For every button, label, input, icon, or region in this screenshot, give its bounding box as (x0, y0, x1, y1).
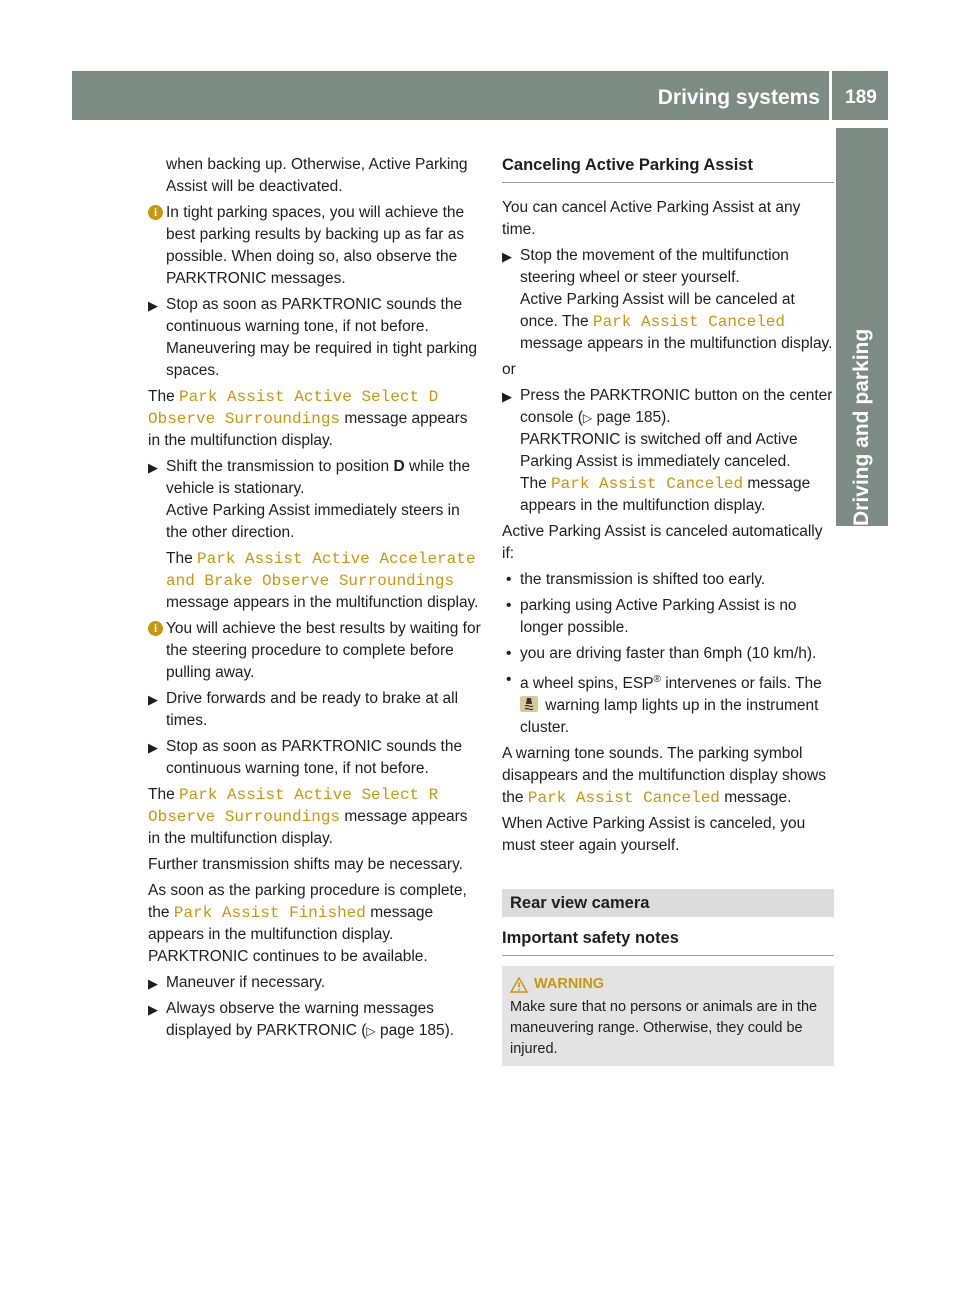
warning-box (502, 966, 834, 1066)
step-detail: PARKTRONIC is switched off and Active Parking Assist is immediately canceled. (520, 431, 798, 470)
bullet-icon: • (506, 645, 512, 662)
page-ref-icon: ▷ (582, 411, 593, 425)
text: message. (719, 789, 792, 807)
text: message appears in the multifunction display. (520, 335, 833, 352)
page-number: 189 (845, 87, 877, 108)
display-message: Park Assist Finished (173, 904, 366, 922)
right-column (502, 154, 834, 1066)
info-text: In tight parking spaces, you will achieve the best parking results by backing up as far as possible. When doing so, also observe the PARKTRONIC messages. (166, 204, 465, 287)
list-item-text: parking using Active Parking Assist is no longer possible. (520, 597, 797, 636)
text: As soon as the parking procedure is complete, the (148, 882, 467, 921)
info-note (148, 202, 482, 290)
step-text: Stop as soon as PARKTRONIC sounds the continuous warning tone, if not before. (166, 738, 463, 777)
side-label-text: Driving and parking (850, 328, 873, 526)
paragraph: Further transmission shifts may be necessary. (148, 856, 463, 873)
step (148, 456, 482, 614)
display-message: Park Assist Active Select D Observe Surroundings (148, 388, 439, 428)
step (148, 736, 482, 780)
list-item (502, 643, 834, 665)
bullet-icon: • (506, 571, 512, 588)
step-text: Stop the movement of the multifunction steering wheel or steer yourself. (520, 247, 789, 286)
message-paragraph (148, 784, 482, 850)
step-text: page 185). (592, 409, 671, 426)
list-item-text: you are driving faster than 6mph (10 km/h). (520, 645, 817, 662)
text: The (148, 786, 180, 803)
step (502, 245, 834, 355)
text: The (520, 475, 552, 492)
list-item (502, 569, 834, 591)
gear-position: D (393, 458, 405, 475)
section-heading: Canceling Active Parking Assist (502, 154, 834, 183)
warning-header (510, 974, 826, 995)
step-text: Press the PARKTRONIC button on the center console ( (520, 387, 833, 426)
display-message: Park Assist Active Select R Observe Surroundings (148, 786, 439, 826)
display-message: Park Assist Canceled (551, 475, 744, 493)
step-arrow-icon: ▶ (148, 460, 158, 475)
text: message appears in the multifunction display. (166, 594, 479, 611)
step-arrow-icon: ▶ (148, 740, 158, 755)
step-detail (520, 473, 834, 517)
paragraph: when backing up. Otherwise, Active Parking Assist will be deactivated. (166, 156, 468, 195)
paragraph (502, 743, 834, 809)
step (502, 385, 834, 517)
display-message: Park Assist Active Accelerate and Brake Observe Surroundings (166, 550, 476, 590)
paragraph: Active Parking Assist is canceled automatically if: (502, 523, 823, 562)
page-ref-icon: ▷ (366, 1024, 376, 1038)
paragraph: When Active Parking Assist is canceled, you must steer again yourself. (502, 815, 806, 855)
text: The (166, 550, 198, 567)
step-text: Maneuver if necessary. (166, 974, 326, 991)
side-label (836, 128, 888, 526)
paragraph (148, 880, 482, 968)
text: warning lamp lights up in the instrument cluster. (520, 697, 819, 737)
bullet-icon: • (506, 597, 512, 614)
list-item (502, 669, 834, 739)
step-arrow-icon: ▶ (502, 249, 512, 264)
left-column (148, 154, 482, 1046)
step-arrow-icon: ▶ (148, 1002, 158, 1017)
step (148, 294, 482, 382)
step (148, 688, 482, 732)
warning-triangle-icon (510, 977, 528, 993)
step-detail: Active Parking Assist immediately steers in the other direction. (166, 502, 460, 541)
text: message appears in the multifunction display. (148, 808, 468, 847)
step-arrow-icon: ▶ (148, 976, 158, 991)
esp-warning-lamp-icon (520, 696, 538, 712)
step-arrow-icon: ▶ (148, 298, 158, 313)
text: message appears in the multifunction display. (148, 410, 468, 449)
info-icon: i (148, 621, 163, 636)
text: a wheel spins, ESP (520, 675, 654, 693)
step-text: while the vehicle is stationary. (166, 458, 471, 497)
step-text: Always observe the warning messages displayed by PARKTRONIC ( (166, 1000, 434, 1039)
header-divider (829, 71, 832, 120)
step-text: Shift the transmission to position (166, 458, 394, 475)
step-text: Stop as soon as PARKTRONIC sounds the continuous warning tone, if not before. Maneuvering may be required in tight parking spaces. (166, 296, 478, 379)
message-paragraph (166, 548, 482, 614)
warning-title: WARNING (534, 976, 605, 993)
info-note (148, 618, 482, 684)
paragraph: You can cancel Active Parking Assist at any time. (502, 199, 801, 238)
text: message appears in the multifunction display. PARKTRONIC continues to be available. (148, 904, 434, 965)
step (148, 972, 482, 994)
text: A warning tone sounds. The parking symbol disappears and the multifunction display shows the (502, 745, 826, 807)
registered-mark: ® (653, 674, 661, 685)
section-bar: Rear view camera (502, 889, 834, 917)
step-detail (520, 289, 834, 355)
step-arrow-icon: ▶ (502, 389, 512, 404)
page-title: Driving systems (657, 86, 820, 109)
display-message: Park Assist Canceled (592, 313, 785, 331)
bullet-icon: • (506, 671, 512, 688)
list-item (502, 595, 834, 639)
display-message: Park Assist Canceled (527, 789, 720, 808)
list-item-text: the transmission is shifted too early. (520, 571, 766, 588)
text: Active Parking Assist will be canceled at once. The (520, 291, 795, 330)
message-paragraph (148, 386, 482, 452)
warning-text: Make sure that no persons or animals are in the maneuvering range. Otherwise, they could be injured. (510, 999, 818, 1058)
text: intervenes or fails. The (660, 675, 822, 693)
text: message appears in the multifunction display. (520, 475, 811, 514)
info-icon: i (148, 205, 163, 220)
step-arrow-icon: ▶ (148, 692, 158, 707)
section-heading: Important safety notes (502, 927, 834, 956)
info-text: You will achieve the best results by waiting for the steering procedure to complete before pulling away. (166, 620, 481, 681)
or-label: or (502, 361, 516, 378)
step-text: page 185). (375, 1022, 455, 1039)
text: The (148, 388, 180, 405)
step-text: Drive forwards and be ready to brake at all times. (166, 690, 459, 729)
step (148, 998, 482, 1042)
